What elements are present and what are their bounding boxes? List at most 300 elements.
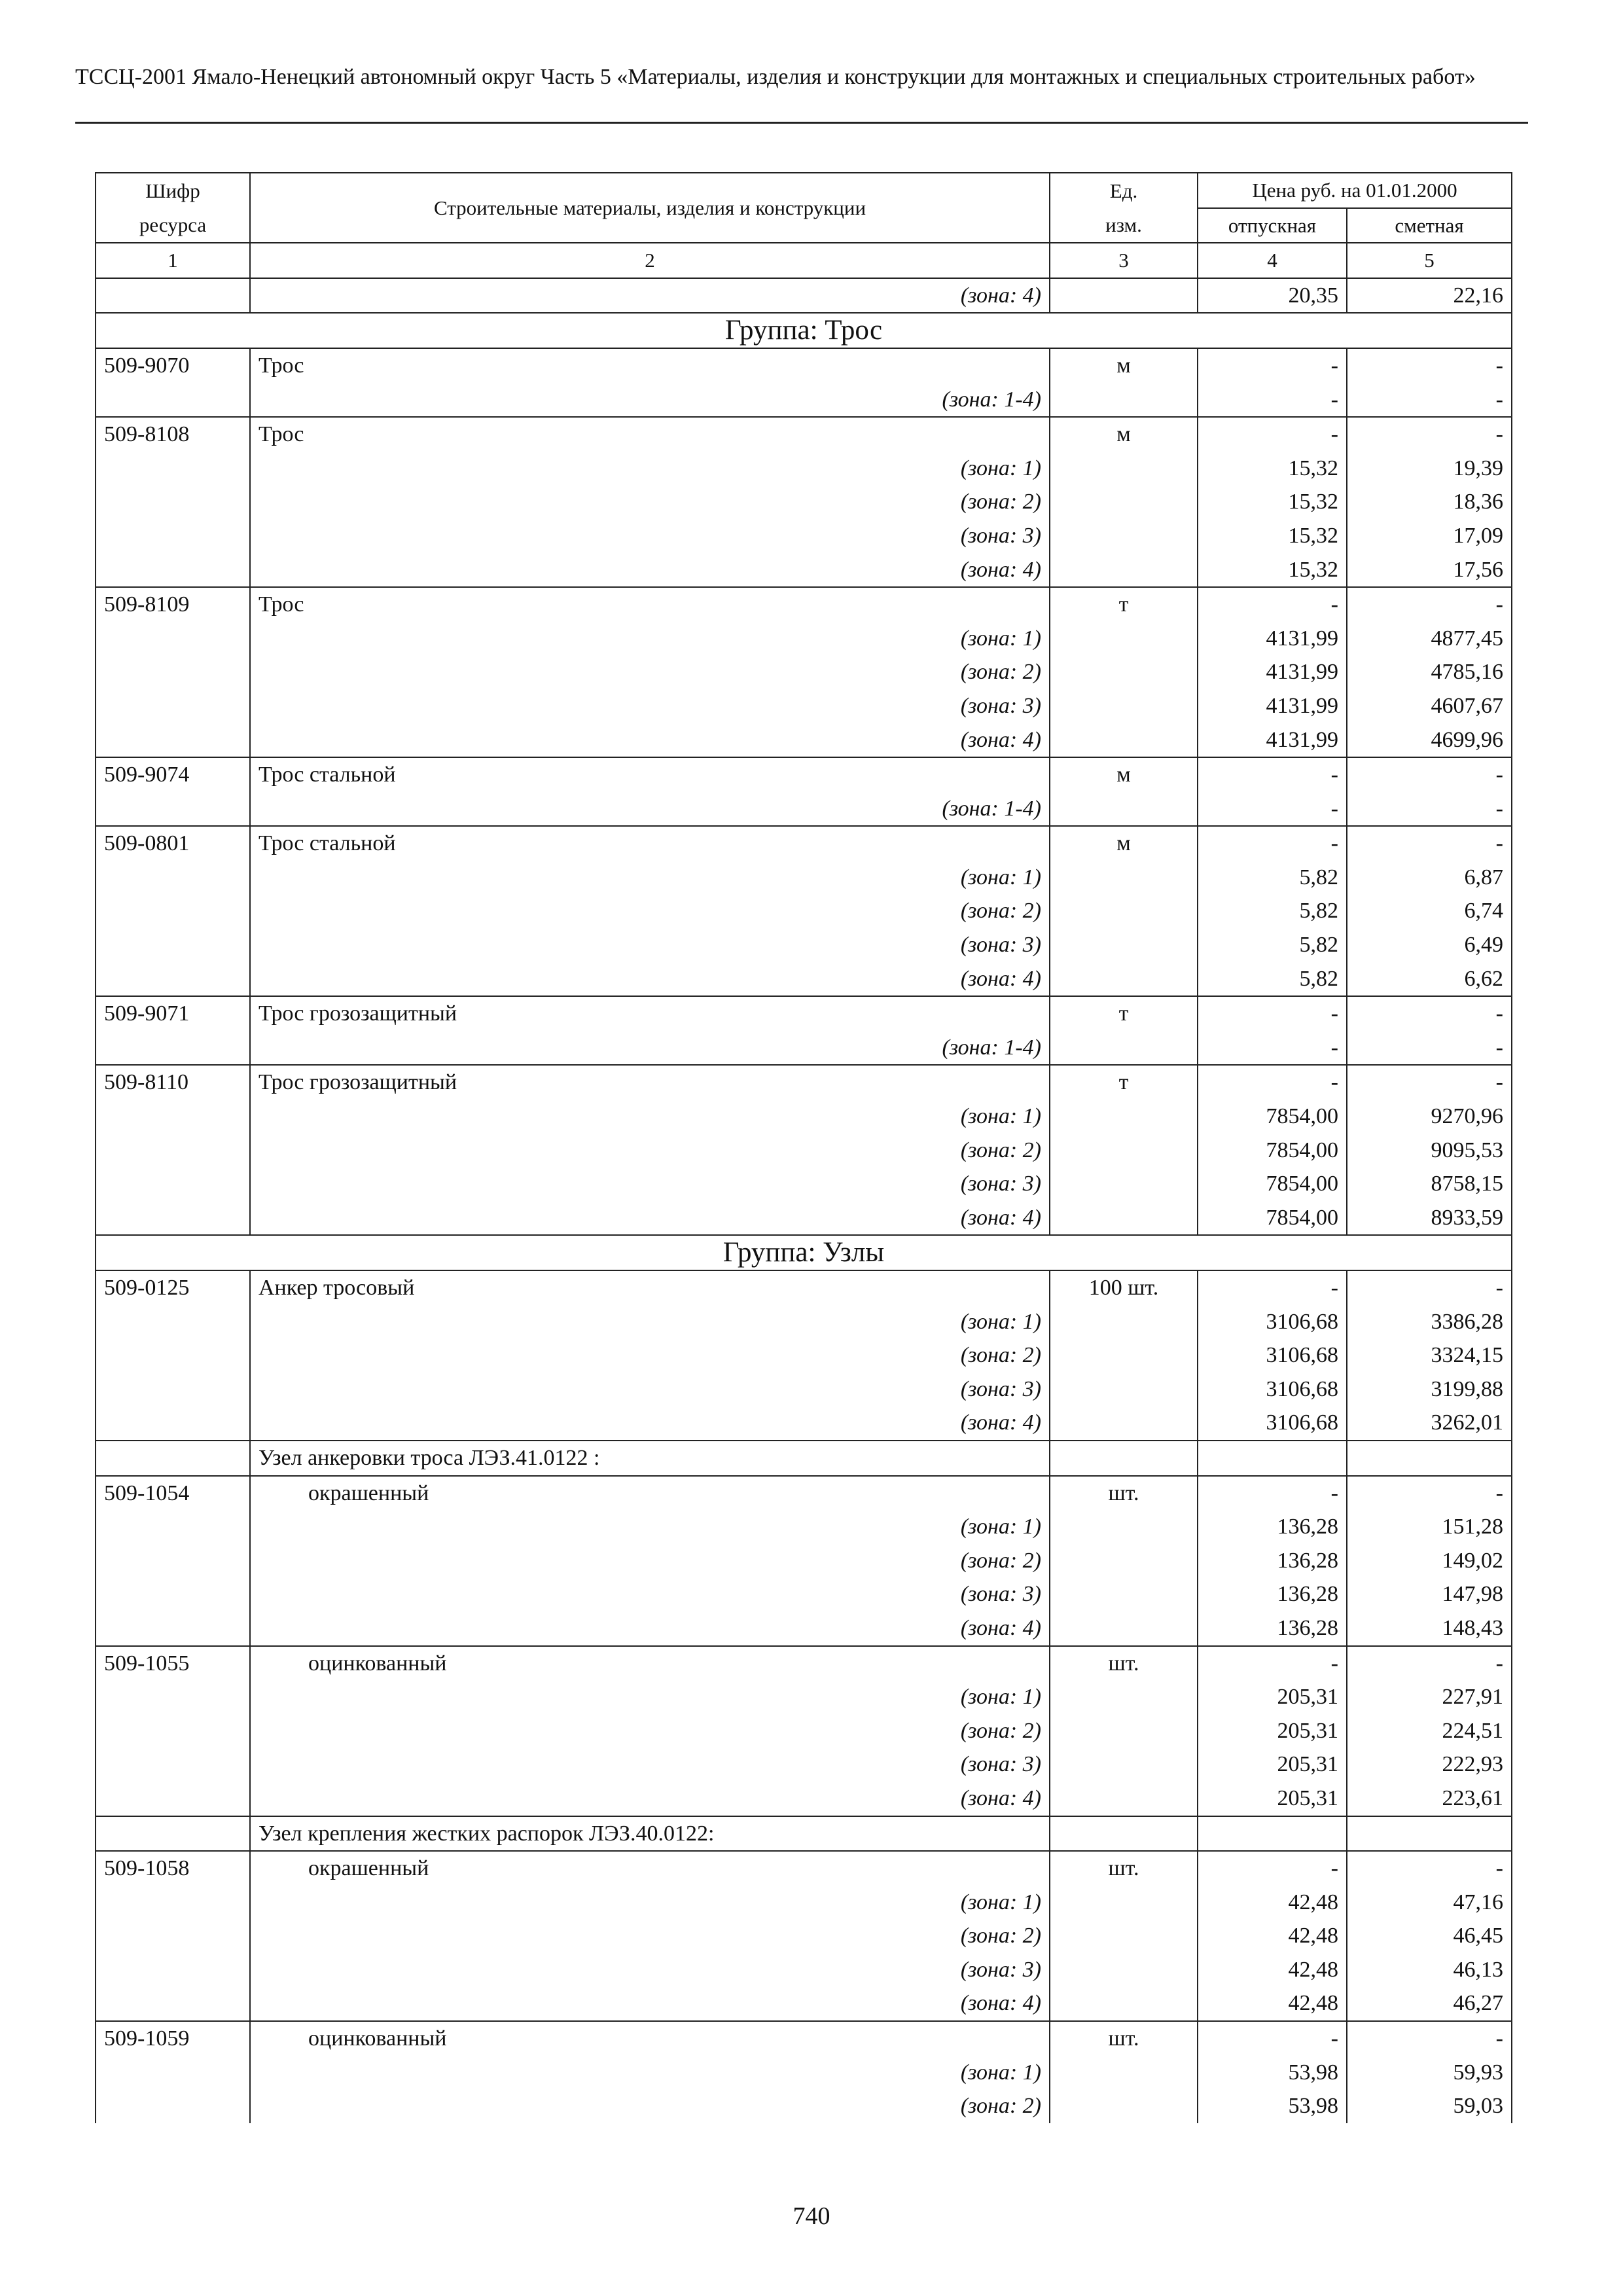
zone-label: (зона: 3) xyxy=(250,519,1050,553)
unit: т xyxy=(1050,587,1198,622)
price-table xyxy=(95,172,1512,2123)
material-name: окрашенный xyxy=(250,1851,1050,1886)
resource-code xyxy=(96,1100,250,1134)
estimate-price: 6,74 xyxy=(1347,894,1512,928)
material-name: оцинкованный xyxy=(250,2021,1050,2056)
zone-label: (зона: 3) xyxy=(250,689,1050,723)
estimate-price: 59,93 xyxy=(1347,2056,1512,2090)
item-row xyxy=(96,1065,1512,1100)
estimate-price: 222,93 xyxy=(1347,1748,1512,1782)
unit xyxy=(1050,519,1198,553)
zone-label: (зона: 1-4) xyxy=(250,383,1050,418)
estimate-price: - xyxy=(1347,2021,1512,2056)
resource-code: 509-1054 xyxy=(96,1476,250,1511)
unit xyxy=(1050,383,1198,418)
resource-code xyxy=(96,861,250,895)
release-price xyxy=(1198,1441,1347,1476)
unit xyxy=(1050,1441,1198,1476)
unit xyxy=(1050,1919,1198,1953)
unit xyxy=(1050,1544,1198,1578)
col-number-1: 1 xyxy=(96,243,250,278)
unit xyxy=(1050,622,1198,656)
release-price: 20,35 xyxy=(1198,278,1347,314)
resource-code xyxy=(96,689,250,723)
zone-label: (зона: 2) xyxy=(250,1338,1050,1372)
unit xyxy=(1050,485,1198,519)
unit xyxy=(1050,1134,1198,1168)
estimate-price: 223,61 xyxy=(1347,1782,1512,1816)
estimate-price: 224,51 xyxy=(1347,1714,1512,1748)
release-price: 4131,99 xyxy=(1198,689,1347,723)
zone-label: (зона: 2) xyxy=(250,1544,1050,1578)
resource-code xyxy=(96,1305,250,1339)
release-price: 4131,99 xyxy=(1198,655,1347,689)
release-price: - xyxy=(1198,1476,1347,1511)
col-number-5: 5 xyxy=(1347,243,1512,278)
unit: м xyxy=(1050,348,1198,383)
zone-label: (зона: 2) xyxy=(250,2089,1050,2123)
resource-code xyxy=(96,1441,250,1476)
zone-row xyxy=(96,1134,1512,1168)
release-price: - xyxy=(1198,587,1347,622)
unit xyxy=(1050,689,1198,723)
estimate-price: - xyxy=(1347,348,1512,383)
unit xyxy=(1050,723,1198,758)
zone-label: (зона: 2) xyxy=(250,1714,1050,1748)
item-row xyxy=(96,2021,1512,2056)
resource-code xyxy=(96,1782,250,1816)
unit xyxy=(1050,1201,1198,1236)
estimate-price: 46,45 xyxy=(1347,1919,1512,1953)
estimate-price: 19,39 xyxy=(1347,452,1512,486)
zone-row xyxy=(96,1886,1512,1920)
release-price: 136,28 xyxy=(1198,1544,1347,1578)
resource-code xyxy=(96,894,250,928)
unit xyxy=(1050,1986,1198,2021)
estimate-price: 148,43 xyxy=(1347,1611,1512,1646)
zone-label: (зона: 4) xyxy=(250,1406,1050,1441)
col-header-code: Шифр ресурса xyxy=(96,173,250,243)
resource-code xyxy=(96,1031,250,1066)
estimate-price: - xyxy=(1347,1065,1512,1100)
material-name: окрашенный xyxy=(250,1476,1050,1511)
subheader-row xyxy=(96,1816,1512,1852)
estimate-price: 47,16 xyxy=(1347,1886,1512,1920)
estimate-price: 149,02 xyxy=(1347,1544,1512,1578)
zone-label: (зона: 4) xyxy=(250,962,1050,997)
resource-code xyxy=(96,1338,250,1372)
estimate-price: 18,36 xyxy=(1347,485,1512,519)
estimate-price xyxy=(1347,1441,1512,1476)
zone-label: (зона: 3) xyxy=(250,1577,1050,1611)
resource-code xyxy=(96,278,250,314)
item-row xyxy=(96,1646,1512,1681)
col-number-2: 2 xyxy=(250,243,1050,278)
unit: шт. xyxy=(1050,1646,1198,1681)
material-name: Трос грозозащитный xyxy=(250,996,1050,1031)
resource-code xyxy=(96,1816,250,1852)
estimate-price: 22,16 xyxy=(1347,278,1512,314)
unit xyxy=(1050,1816,1198,1852)
release-price: 7854,00 xyxy=(1198,1201,1347,1236)
zone-row xyxy=(96,452,1512,486)
zone-row xyxy=(96,1782,1512,1816)
resource-code xyxy=(96,1201,250,1236)
release-price: 3106,68 xyxy=(1198,1372,1347,1407)
resource-code xyxy=(96,2056,250,2090)
zone-label: (зона: 4) xyxy=(250,278,1050,314)
zone-row xyxy=(96,485,1512,519)
estimate-price: - xyxy=(1347,1646,1512,1681)
zone-label: (зона: 3) xyxy=(250,1372,1050,1407)
release-price: 3106,68 xyxy=(1198,1406,1347,1441)
unit xyxy=(1050,1338,1198,1372)
release-price: 15,32 xyxy=(1198,485,1347,519)
unit xyxy=(1050,1611,1198,1646)
zone-row xyxy=(96,1510,1512,1544)
unit: м xyxy=(1050,826,1198,861)
zone-label: (зона: 2) xyxy=(250,894,1050,928)
resource-code xyxy=(96,383,250,418)
page-number: 740 xyxy=(793,2202,830,2230)
zone-label: (зона: 1) xyxy=(250,1100,1050,1134)
zone-label: (зона: 1) xyxy=(250,622,1050,656)
col-number-4: 4 xyxy=(1198,243,1347,278)
zone-label: (зона: 1) xyxy=(250,2056,1050,2090)
resource-code: 509-8110 xyxy=(96,1065,250,1100)
unit xyxy=(1050,894,1198,928)
unit xyxy=(1050,962,1198,997)
zone-row xyxy=(96,1305,1512,1339)
subheader-row xyxy=(96,1441,1512,1476)
resource-code xyxy=(96,1544,250,1578)
release-price xyxy=(1198,1816,1347,1852)
zone-label: (зона: 3) xyxy=(250,1748,1050,1782)
unit xyxy=(1050,452,1198,486)
release-price: - xyxy=(1198,792,1347,827)
unit xyxy=(1050,1782,1198,1816)
release-price: 15,32 xyxy=(1198,519,1347,553)
unit xyxy=(1050,1305,1198,1339)
release-price: 15,32 xyxy=(1198,553,1347,588)
release-price: - xyxy=(1198,417,1347,452)
zone-label: (зона: 1) xyxy=(250,1305,1050,1339)
material-name: оцинкованный xyxy=(250,1646,1050,1681)
estimate-price: 227,91 xyxy=(1347,1680,1512,1714)
zone-label: (зона: 2) xyxy=(250,485,1050,519)
col-header-unit: Ед. изм. xyxy=(1050,173,1198,243)
resource-code xyxy=(96,519,250,553)
zone-label: (зона: 2) xyxy=(250,655,1050,689)
release-price: - xyxy=(1198,1646,1347,1681)
resource-code: 509-9070 xyxy=(96,348,250,383)
item-row xyxy=(96,348,1512,383)
estimate-price: - xyxy=(1347,1851,1512,1886)
resource-code xyxy=(96,1953,250,1987)
zone-row xyxy=(96,1953,1512,1987)
estimate-price: 6,62 xyxy=(1347,962,1512,997)
estimate-price: - xyxy=(1347,417,1512,452)
zone-row xyxy=(96,519,1512,553)
zone-label: (зона: 1) xyxy=(250,1886,1050,1920)
unit: шт. xyxy=(1050,2021,1198,2056)
resource-code xyxy=(96,1510,250,1544)
col-header-name: Строительные материалы, изделия и конструкции xyxy=(250,173,1050,243)
resource-code xyxy=(96,655,250,689)
release-price: 42,48 xyxy=(1198,1886,1347,1920)
col-header-estimate-price: сметная xyxy=(1347,208,1512,243)
resource-code xyxy=(96,2089,250,2123)
zone-row xyxy=(96,689,1512,723)
resource-code xyxy=(96,485,250,519)
item-row xyxy=(96,1270,1512,1305)
zone-row xyxy=(96,1100,1512,1134)
estimate-price: 8933,59 xyxy=(1347,1201,1512,1236)
release-price: - xyxy=(1198,1270,1347,1305)
zone-row xyxy=(96,1919,1512,1953)
resource-code: 509-0125 xyxy=(96,1270,250,1305)
release-price: 136,28 xyxy=(1198,1577,1347,1611)
table-body xyxy=(96,278,1512,2123)
running-header: ТССЦ-2001 Ямало-Ненецкий автономный округ Часть 5 «Материалы, изделия и конструкции для монтажных и специальных строительных работ» xyxy=(75,65,1476,89)
zone-row xyxy=(96,383,1512,418)
resource-code: 509-1055 xyxy=(96,1646,250,1681)
unit xyxy=(1050,1167,1198,1201)
release-price: - xyxy=(1198,996,1347,1031)
zone-row xyxy=(96,1372,1512,1407)
resource-code xyxy=(96,622,250,656)
estimate-price: 9270,96 xyxy=(1347,1100,1512,1134)
item-row xyxy=(96,1851,1512,1886)
unit xyxy=(1050,1100,1198,1134)
group-title: Группа: Узлы xyxy=(96,1235,1512,1270)
zone-label: (зона: 4) xyxy=(250,1201,1050,1236)
zone-row xyxy=(96,1201,1512,1236)
estimate-price: 6,49 xyxy=(1347,928,1512,962)
estimate-price: 4699,96 xyxy=(1347,723,1512,758)
estimate-price: - xyxy=(1347,757,1512,792)
zone-label: (зона: 2) xyxy=(250,1919,1050,1953)
release-price: - xyxy=(1198,1851,1347,1886)
resource-code xyxy=(96,928,250,962)
estimate-price: 46,27 xyxy=(1347,1986,1512,2021)
resource-code xyxy=(96,1986,250,2021)
zone-label: (зона: 4) xyxy=(250,553,1050,588)
resource-code xyxy=(96,792,250,827)
resource-code xyxy=(96,1611,250,1646)
zone-label: (зона: 1) xyxy=(250,1510,1050,1544)
zone-label: (зона: 4) xyxy=(250,1611,1050,1646)
unit: м xyxy=(1050,757,1198,792)
resource-code: 509-1059 xyxy=(96,2021,250,2056)
unit xyxy=(1050,1577,1198,1611)
release-price: 3106,68 xyxy=(1198,1305,1347,1339)
release-price: 4131,99 xyxy=(1198,723,1347,758)
resource-code: 509-1058 xyxy=(96,1851,250,1886)
release-price: - xyxy=(1198,383,1347,418)
estimate-price: 9095,53 xyxy=(1347,1134,1512,1168)
unit xyxy=(1050,1953,1198,1987)
zone-label: (зона: 4) xyxy=(250,1986,1050,2021)
estimate-price: - xyxy=(1347,1031,1512,1066)
estimate-price xyxy=(1347,1816,1512,1852)
estimate-price: 3324,15 xyxy=(1347,1338,1512,1372)
estimate-price: 17,09 xyxy=(1347,519,1512,553)
zone-label: (зона: 1-4) xyxy=(250,792,1050,827)
release-price: 205,31 xyxy=(1198,1680,1347,1714)
material-name: Трос xyxy=(250,417,1050,452)
material-name: Трос стальной xyxy=(250,757,1050,792)
unit: 100 шт. xyxy=(1050,1270,1198,1305)
resource-code: 509-9071 xyxy=(96,996,250,1031)
zone-label: (зона: 1) xyxy=(250,1680,1050,1714)
unit xyxy=(1050,1372,1198,1407)
subheader-name: Узел анкеровки троса ЛЭЗ.41.0122 : xyxy=(250,1441,1050,1476)
estimate-price: - xyxy=(1347,1270,1512,1305)
unit xyxy=(1050,553,1198,588)
release-price: 7854,00 xyxy=(1198,1167,1347,1201)
release-price: - xyxy=(1198,2021,1347,2056)
release-price: 53,98 xyxy=(1198,2089,1347,2123)
release-price: - xyxy=(1198,826,1347,861)
group-header-row xyxy=(96,1235,1512,1270)
resource-code: 509-8109 xyxy=(96,587,250,622)
zone-row xyxy=(96,928,1512,962)
subheader-name: Узел крепления жестких распорок ЛЭЗ.40.0122: xyxy=(250,1816,1050,1852)
release-price: - xyxy=(1198,348,1347,383)
zone-row xyxy=(96,553,1512,588)
resource-code xyxy=(96,452,250,486)
resource-code xyxy=(96,1886,250,1920)
estimate-price: 6,87 xyxy=(1347,861,1512,895)
unit xyxy=(1050,278,1198,314)
release-price: 7854,00 xyxy=(1198,1134,1347,1168)
material-name: Анкер тросовый xyxy=(250,1270,1050,1305)
zone-row xyxy=(96,1986,1512,2021)
estimate-price: 147,98 xyxy=(1347,1577,1512,1611)
estimate-price: 4607,67 xyxy=(1347,689,1512,723)
zone-row xyxy=(96,723,1512,758)
unit: т xyxy=(1050,1065,1198,1100)
group-header-row xyxy=(96,313,1512,348)
header-rule xyxy=(75,122,1528,124)
estimate-price: - xyxy=(1347,826,1512,861)
unit xyxy=(1050,792,1198,827)
col-number-3: 3 xyxy=(1050,243,1198,278)
estimate-price: 3386,28 xyxy=(1347,1305,1512,1339)
estimate-price: - xyxy=(1347,1476,1512,1511)
zone-label: (зона: 3) xyxy=(250,928,1050,962)
zone-row xyxy=(96,1406,1512,1441)
zone-row xyxy=(96,894,1512,928)
release-price: 205,31 xyxy=(1198,1782,1347,1816)
zone-label: (зона: 1) xyxy=(250,861,1050,895)
estimate-price: 46,13 xyxy=(1347,1953,1512,1987)
zone-row xyxy=(96,622,1512,656)
material-name: Трос грозозащитный xyxy=(250,1065,1050,1100)
estimate-price: 4785,16 xyxy=(1347,655,1512,689)
zone-row xyxy=(96,1714,1512,1748)
item-row xyxy=(96,757,1512,792)
unit xyxy=(1050,1714,1198,1748)
resource-code xyxy=(96,1577,250,1611)
release-price: 5,82 xyxy=(1198,962,1347,997)
release-price: 136,28 xyxy=(1198,1611,1347,1646)
unit: т xyxy=(1050,996,1198,1031)
unit: шт. xyxy=(1050,1851,1198,1886)
zone-label: (зона: 1) xyxy=(250,452,1050,486)
resource-code xyxy=(96,1372,250,1407)
release-price: 15,32 xyxy=(1198,452,1347,486)
zone-row xyxy=(96,2056,1512,2090)
estimate-price: - xyxy=(1347,587,1512,622)
col-header-price: Цена руб. на 01.01.2000 xyxy=(1198,173,1512,208)
unit xyxy=(1050,1510,1198,1544)
zone-row xyxy=(96,1611,1512,1646)
zone-row xyxy=(96,1167,1512,1201)
zone-label: (зона: 4) xyxy=(250,723,1050,758)
resource-code xyxy=(96,1748,250,1782)
zone-row xyxy=(96,1680,1512,1714)
release-price: 4131,99 xyxy=(1198,622,1347,656)
material-name: Трос xyxy=(250,587,1050,622)
resource-code xyxy=(96,1167,250,1201)
unit: м xyxy=(1050,417,1198,452)
release-price: 53,98 xyxy=(1198,2056,1347,2090)
unit xyxy=(1050,1748,1198,1782)
estimate-price: 3262,01 xyxy=(1347,1406,1512,1441)
zone-row xyxy=(96,655,1512,689)
resource-code xyxy=(96,1714,250,1748)
resource-code xyxy=(96,962,250,997)
release-price: 42,48 xyxy=(1198,1953,1347,1987)
item-row xyxy=(96,417,1512,452)
release-price: 205,31 xyxy=(1198,1714,1347,1748)
resource-code xyxy=(96,1919,250,1953)
resource-code xyxy=(96,1134,250,1168)
item-row xyxy=(96,996,1512,1031)
zone-row xyxy=(96,792,1512,827)
resource-code: 509-9074 xyxy=(96,757,250,792)
unit xyxy=(1050,1680,1198,1714)
release-price: 205,31 xyxy=(1198,1748,1347,1782)
zone-row xyxy=(96,1338,1512,1372)
zone-row xyxy=(96,1748,1512,1782)
item-row xyxy=(96,1476,1512,1511)
resource-code xyxy=(96,723,250,758)
unit xyxy=(1050,1031,1198,1066)
resource-code: 509-8108 xyxy=(96,417,250,452)
release-price: - xyxy=(1198,1065,1347,1100)
estimate-price: 151,28 xyxy=(1347,1510,1512,1544)
release-price: 42,48 xyxy=(1198,1986,1347,2021)
unit xyxy=(1050,861,1198,895)
release-price: 42,48 xyxy=(1198,1919,1347,1953)
zone-row xyxy=(96,861,1512,895)
unit xyxy=(1050,2089,1198,2123)
release-price: 136,28 xyxy=(1198,1510,1347,1544)
unit xyxy=(1050,1886,1198,1920)
zone-row xyxy=(96,1577,1512,1611)
estimate-price: 3199,88 xyxy=(1347,1372,1512,1407)
unit: шт. xyxy=(1050,1476,1198,1511)
release-price: 5,82 xyxy=(1198,894,1347,928)
resource-code: 509-0801 xyxy=(96,826,250,861)
zone-row xyxy=(96,2089,1512,2123)
zone-label: (зона: 3) xyxy=(250,1953,1050,1987)
zone-row xyxy=(96,278,1512,314)
release-price: 5,82 xyxy=(1198,928,1347,962)
